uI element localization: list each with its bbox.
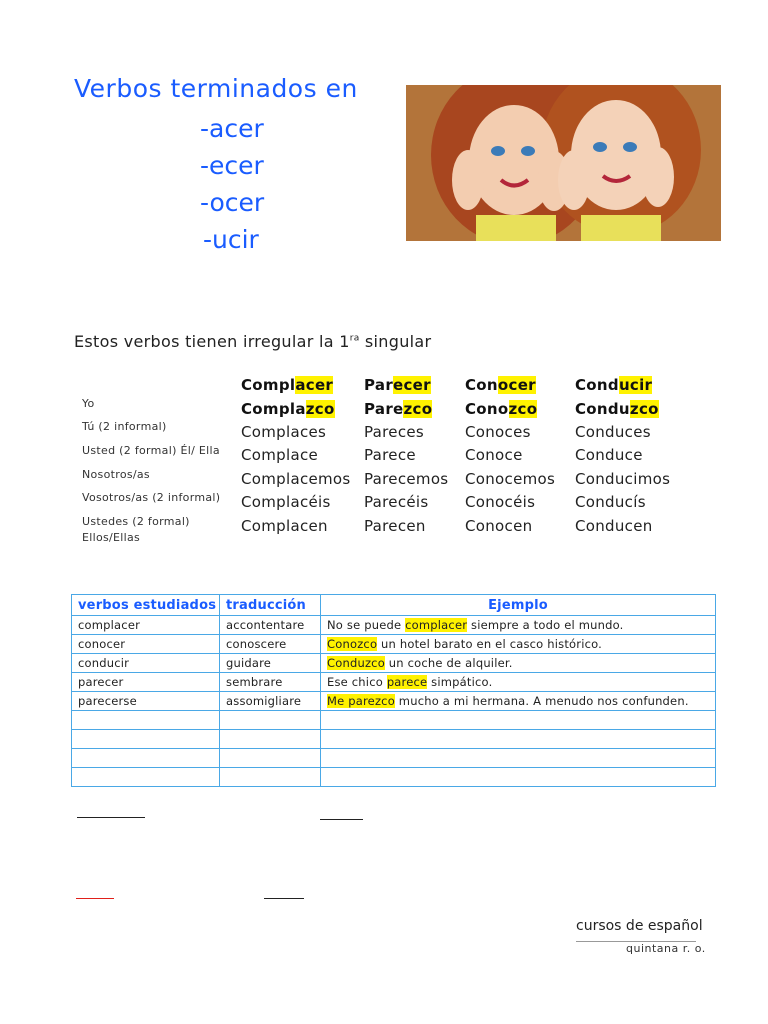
header-verbos: verbos estudiados <box>72 595 220 616</box>
form-nosotros-parecer: Parecemos <box>364 470 449 488</box>
table-header-row <box>72 595 716 616</box>
logo-subtitle: quintana r. o. <box>626 942 706 955</box>
blank-line <box>320 819 363 820</box>
form-usted-parecer: Parece <box>364 446 416 464</box>
ending-ecer: -ecer <box>200 151 264 180</box>
vocab-table <box>71 594 716 787</box>
cell-example: Conduzco un coche de alquiler. <box>321 654 716 673</box>
table-row <box>72 673 716 692</box>
table-row <box>72 692 716 711</box>
blank-line <box>264 898 304 899</box>
form-ustedes-conducir: Conducen <box>575 517 653 535</box>
form-vosotros-conocer: Conocéis <box>465 493 536 511</box>
cell-verb: complacer <box>72 616 220 635</box>
form-usted-conducir: Conduce <box>575 446 643 464</box>
cell-translation: guidare <box>220 654 321 673</box>
cell-verb: parecerse <box>72 692 220 711</box>
form-tu-conducir: Conduces <box>575 423 651 441</box>
verb-header-conducir: Conducir <box>575 376 653 394</box>
blank-line <box>77 817 145 818</box>
cell-example: Conozco un hotel barato en el casco histórico. <box>321 635 716 654</box>
header-ejemplo: Ejemplo <box>321 595 716 616</box>
form-vosotros-conducir: Conducís <box>575 493 646 511</box>
table-row <box>72 616 716 635</box>
pronoun-ellos: Ellos/Ellas <box>82 531 141 544</box>
table-row-empty <box>72 768 716 787</box>
ending-ocer: -ocer <box>200 188 265 217</box>
verb-header-conocer: Conocer <box>465 376 536 394</box>
form-tu-parecer: Pareces <box>364 423 425 441</box>
header-traduccion: traducción <box>220 595 321 616</box>
cell-translation: assomigliare <box>220 692 321 711</box>
table-row <box>72 654 716 673</box>
logo-text: cursos de español <box>576 918 703 934</box>
ending-ucir: -ucir <box>203 225 259 254</box>
form-ustedes-conocer: Conocen <box>465 517 533 535</box>
form-yo-conducir: Conduzco <box>575 400 659 418</box>
blank-line-red <box>76 898 114 899</box>
form-nosotros-complacer: Complacemos <box>241 470 351 488</box>
form-ustedes-parecer: Parecen <box>364 517 426 535</box>
ending-acer: -acer <box>200 114 264 143</box>
cell-example: Ese chico parece simpático. <box>321 673 716 692</box>
table-row-empty <box>72 730 716 749</box>
form-usted-complacer: Complace <box>241 446 319 464</box>
verb-header-parecer: Parecer <box>364 376 431 394</box>
cell-translation: conoscere <box>220 635 321 654</box>
conjugation-subtitle: Estos verbos tienen irregular la $1^{ra}$ singular <box>74 332 432 351</box>
form-yo-parecer: Parezco <box>364 400 433 418</box>
page-title: Verbos terminados en <box>74 74 358 103</box>
pronoun-nosotros: Nosotros/as <box>82 468 150 481</box>
pronoun-usted: Usted (2 formal) Él/ Ella <box>82 444 220 457</box>
pronoun-yo: Yo <box>82 397 95 410</box>
form-vosotros-parecer: Parecéis <box>364 493 429 511</box>
form-yo-conocer: Conozco <box>465 400 538 418</box>
form-usted-conocer: Conoce <box>465 446 523 464</box>
form-yo-complacer: Complazco <box>241 400 335 418</box>
cell-translation: sembrare <box>220 673 321 692</box>
cell-verb: conducir <box>72 654 220 673</box>
form-nosotros-conocer: Conocemos <box>465 470 556 488</box>
cell-example: Me parezco mucho a mi hermana. A menudo nos confunden. <box>321 692 716 711</box>
photo-illustration <box>406 85 721 241</box>
table-row-empty <box>72 711 716 730</box>
form-ustedes-complacer: Complacen <box>241 517 328 535</box>
form-vosotros-complacer: Complacéis <box>241 493 331 511</box>
cell-verb: conocer <box>72 635 220 654</box>
cell-verb: parecer <box>72 673 220 692</box>
superscript-ra: ra <box>349 333 360 344</box>
pronoun-vosotros: Vosotros/as (2 informal) <box>82 491 221 504</box>
form-tu-conocer: Conoces <box>465 423 531 441</box>
cell-example: No se puede complacer siempre a todo el mundo. <box>321 616 716 635</box>
form-nosotros-conducir: Conducimos <box>575 470 671 488</box>
verb-header-complacer: Complacer <box>241 376 334 394</box>
table-row <box>72 635 716 654</box>
form-tu-complacer: Complaces <box>241 423 327 441</box>
table-row-empty <box>72 749 716 768</box>
pronoun-ustedes: Ustedes (2 formal) <box>82 515 190 528</box>
cell-translation: accontentare <box>220 616 321 635</box>
photo-two-girls <box>406 85 721 241</box>
pronoun-tu: Tú (2 informal) <box>82 420 167 433</box>
